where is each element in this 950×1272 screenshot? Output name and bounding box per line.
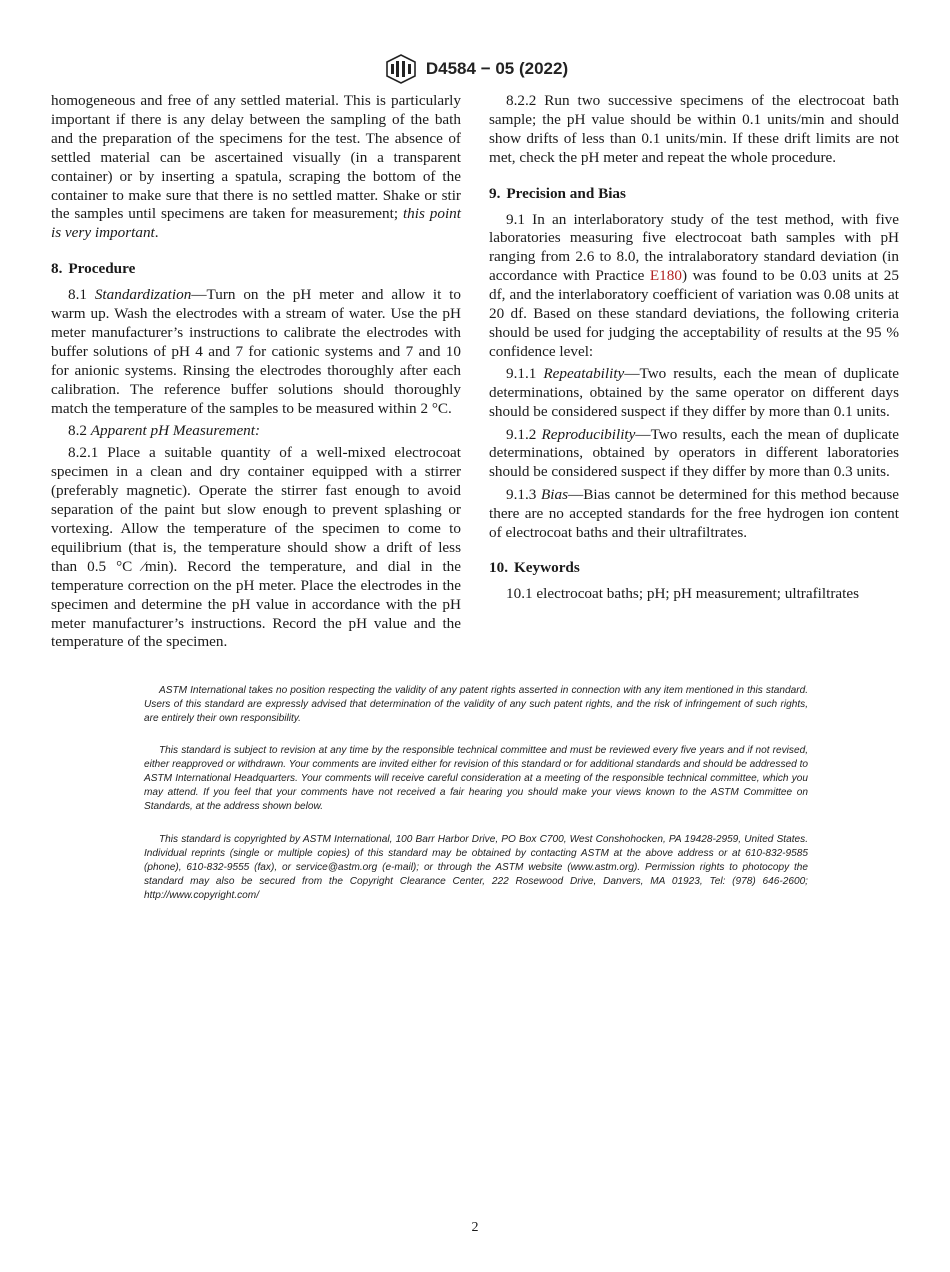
paragraph-9-1-3: 9.1.3 Bias—Bias cannot be determined for this method because there are no accepted standards for the free hydrogen ion content of electrocoat baths and their ultrafiltrates.	[489, 485, 900, 541]
paragraph-10-1: 10.1 electrocoat baths; pH; pH measurement; ultrafiltrates	[506, 585, 859, 603]
copyright-notice: This standard is copyrighted by ASTM International, 100 Barr Harbor Drive, PO Box C700, West Conshohocken, PA 19428-2959, United States. Individual reprints (single or multiple copies) of this standard may be obtained by contacting ASTM at the above address or at 610-832-9585 (phone), 610-832-9555 (fax), or service@astm.org (e-mail); or through the ASTM website (www.astm.org). Permission rights to photocopy the standard may also be secured from the Copyright Clearance Center, 222 Rosewood Drive, Danvers, MA 01923, Tel: (978) 646-2600; http://www.copyright.com/	[144, 834, 808, 901]
practice-e180-link[interactable]: E180	[649, 267, 682, 285]
continuation-paragraph: homogeneous and free of any settled material. This is particularly important if there is any delay between the sampling of the bath and the preparation of the specimens for the test. The absence of settled material can be ascertained visually (in a transparent container) or by inserting a spatula, scraping the bottom of the container to make sure that there is no settled matter. Shake or stir the samples until specimens are taken for measurement; this point is very important.	[51, 92, 461, 242]
document-designation: D4584 − 05 (2022)	[425, 59, 569, 78]
paragraph-8-2: 8.2 Apparent pH Measurement:	[68, 422, 261, 439]
patent-notice: ASTM International takes no position respecting the validity of any patent rights asserted in connection with any item mentioned in this standard. Users of this standard are expressly advised that determination of the validity of any such patent rights, and the risk of infringement of such rights, are entirely their own responsibility.	[144, 685, 808, 724]
revision-notice: This standard is subject to revision at any time by the responsible technical committee and must be reviewed every five years and if not revised, either reapproved or withdrawn. Your comments are invited either for revision of this standard or for additional standards and should be addressed to ASTM International Headquarters. Your comments will receive careful consideration at a meeting of the responsible technical committee, which you may attend. If you feel that your comments have not received a fair hearing you should make your views known to the ASTM Committee on Standards, at the address shown below.	[144, 745, 808, 812]
section-9-heading: 9. Precision and Bias	[489, 184, 626, 202]
paragraph-9-1-2: 9.1.2 Reproducibility—Two results, each the mean of duplicate determinations, obtained by operators in different laboratories should be considered suspect if they differ by more than 0.3 units.	[489, 425, 899, 481]
section-8-heading: 8. Procedure	[51, 260, 136, 278]
section-10-heading: 10. Keywords	[489, 559, 580, 577]
paragraph-9-1: 9.1 In an interlaboratory study of the test method, with five laboratories measuring five electrocoat bath samples with pH ranging from 2.6 to 8.0, the intralaboratory standard deviation (in accordance with Practice E180) was found to be 0.03 units at 25 df, and the interlaboratory coefficient of variation was 0.08 units at 20 df. Based on these standard deviations, the following criteria should be used for judging the acceptability of results at the 95 % confidence level:	[489, 210, 899, 360]
paragraph-8-2-1: 8.2.1 Place a suitable quantity of a well-mixed electrocoat specimen in a clean and dry container equipped with a stirrer (preferably magnetic). Operate the stirrer fast enough to avoid separation of the paint but slow enough to prevent splashing or vortexing. Allow the temperature of the specimen to come to equilibrium (that is, the temperature should show a drift of less than 0.5 °C ⁄min). Record the temperature, and dial in the temperature correction on the pH meter. Place the electrodes in the specimen and determine the pH value in accordance with the pH meter manufacturer’s instructions. Record the pH value and the temperature of the specimen.	[51, 444, 461, 651]
paragraph-8-2-2: 8.2.2 Run two successive specimens of the electrocoat bath sample; the pH value should be within 0.1 units/min and should show drifts of less than 0.1 units/min. If these drift limits are not met, check the pH meter and repeat the whole procedure.	[489, 92, 899, 166]
paragraph-9-1-1: 9.1.1 Repeatability—Two results, each the mean of duplicate determinations, obtained by the same operator on different days should be considered suspect if they differ by more than 0.1 units.	[489, 365, 899, 421]
astm-logo-icon	[382, 53, 420, 85]
page-header	[0, 52, 950, 86]
right-column	[489, 92, 899, 608]
left-column	[51, 92, 461, 656]
paragraph-8-1: 8.1 Standardization—Turn on the pH meter and allow it to warm up. Wash the electrodes with a stream of water. Use the pH meter manufacturer’s instructions to calibrate the electrodes with buffer solutions of pH 4 and 7 for cationic systems and 7 and 10 for anionic systems. Rinsing the electrodes thoroughly after each calibration. The reference buffer solutions should thoroughly match the temperature of the samples to be measured within 2 °C.	[51, 286, 461, 417]
page-number: 2	[471, 1220, 479, 1235]
